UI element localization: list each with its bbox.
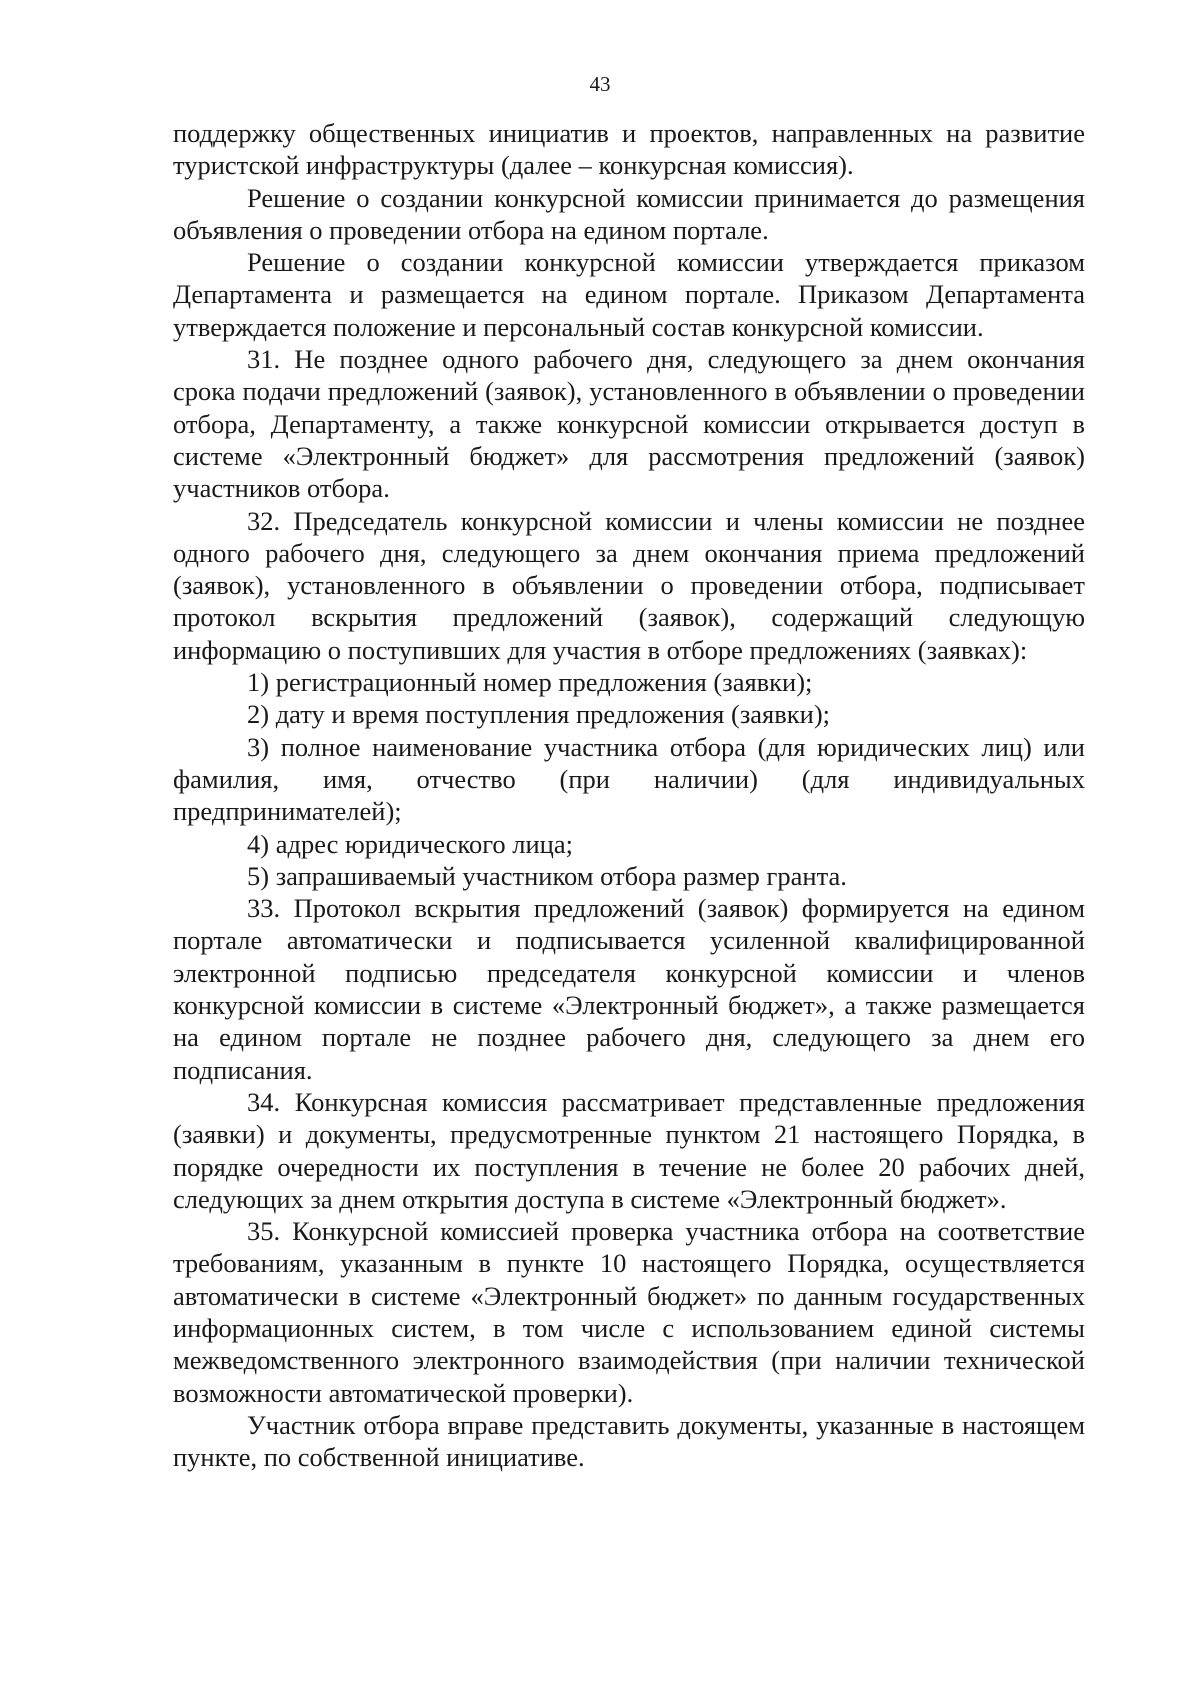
paragraph-item-35: 35. Конкурсной комиссией проверка участника отбора на соответствие требованиям, указанным в пункте 10 настоящего Порядка, осуществляется автоматически в системе «Электронный бюджет» по данным государственных информационных систем, в том числе с использованием единой системы межведомственного электронного взаимодействия (при наличии технической возможности автоматической проверки).: [173, 1216, 1085, 1408]
paragraph-commission-creation-timing: Решение о создании конкурсной комиссии принимается до размещения объявления о проведении отбора на едином портале.: [173, 182, 1085, 245]
paragraph-continuation: поддержку общественных инициатив и проектов, направленных на развитие туристской инфраструктуры (далее – конкурсная комиссия).: [173, 118, 1085, 181]
list-item-3: 3) полное наименование участника отбора (для юридических лиц) или фамилия, имя, отчество (при наличии) (для индивидуальных предпринимателей);: [173, 731, 1085, 827]
paragraph-item-31: 31. Не позднее одного рабочего дня, следующего за днем окончания срока подачи предложений (заявок), установленного в объявлении о проведении отбора, Департаменту, а также конкурсной комиссии открывается доступ в системе «Электронный бюджет» для рассмотрения предложений (заявок) участников отбора.: [173, 344, 1085, 504]
list-item-5: 5) запрашиваемый участником отбора размер гранта.: [247, 860, 847, 891]
document-body: [173, 117, 1085, 1473]
paragraph-commission-approval: Решение о создании конкурсной комиссии утверждается приказом Департамента и размещается на едином портале. Приказом Департамента утверждается положение и персональный состав конкурсной комиссии.: [173, 247, 1085, 342]
list-item-1: 1) регистрационный номер предложения (заявки);: [247, 667, 813, 698]
paragraph-item-34: 34. Конкурсная комиссия рассматривает представленные предложения (заявки) и документы, предусмотренные пунктом 21 настоящего Порядка, в порядке очередности их поступления в течение не более 20 рабочих дней, следующих за днем открытия доступа в системе «Электронный бюджет».: [173, 1086, 1085, 1214]
page-number: 43: [589, 72, 611, 96]
list-item-4: 4) адрес юридического лица;: [247, 828, 573, 859]
paragraph-participant-initiative: Участник отбора вправе представить документы, указанные в настоящем пункте, по собственной инициативе.: [173, 1409, 1085, 1473]
paragraph-item-33: 33. Протокол вскрытия предложений (заявок) формируется на едином портале автоматически и подписывается усиленной квалифицированной электронной подписью председателя конкурсной комиссии и членов конкурсной комиссии в системе «Электронный бюджет», а также размещается на едином портале не позднее рабочего дня, следующего за днем его подписания.: [173, 893, 1085, 1085]
paragraph-item-32: 32. Председатель конкурсной комиссии и члены комиссии не позднее одного рабочего дня, следующего за днем окончания приема предложений (заявок), установленного в объявлении о проведении отбора, подписывает протокол вскрытия предложений (заявок), содержащий следующую информацию о поступивших для участия в отборе предложениях (заявках):: [173, 505, 1085, 665]
list-item-2: 2) дату и время поступления предложения (заявки);: [247, 699, 830, 730]
